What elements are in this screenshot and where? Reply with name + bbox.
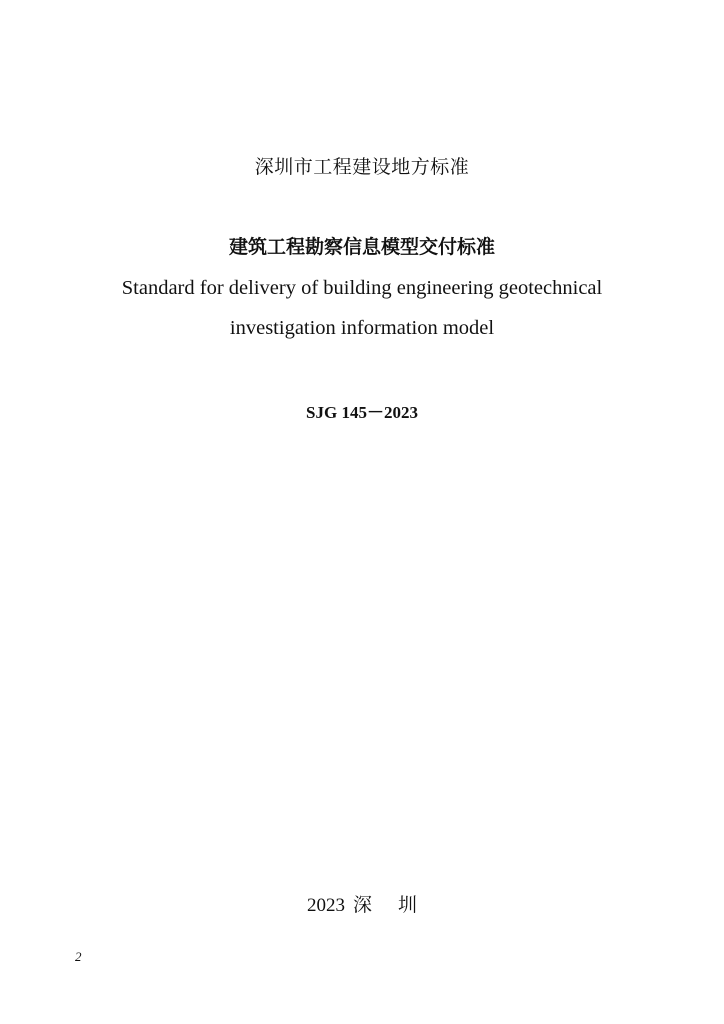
standard-series-label: 深圳市工程建设地方标准	[254, 156, 470, 178]
publication-year: 2023	[306, 895, 345, 916]
standard-code: SJG 145－2023	[306, 403, 418, 422]
document-title-chinese: 建筑工程勘察信息模型交付标准	[228, 236, 495, 258]
document-title-english-line-1: Standard for delivery of building engineering geotechnical	[121, 277, 603, 299]
publication-footer	[0, 890, 724, 917]
publication-city-char-1: 深	[352, 895, 372, 916]
page-number: 2	[75, 949, 82, 964]
publication-city-char-2: 圳	[398, 895, 418, 916]
document-title-english-line-2: investigation information model	[229, 317, 495, 339]
